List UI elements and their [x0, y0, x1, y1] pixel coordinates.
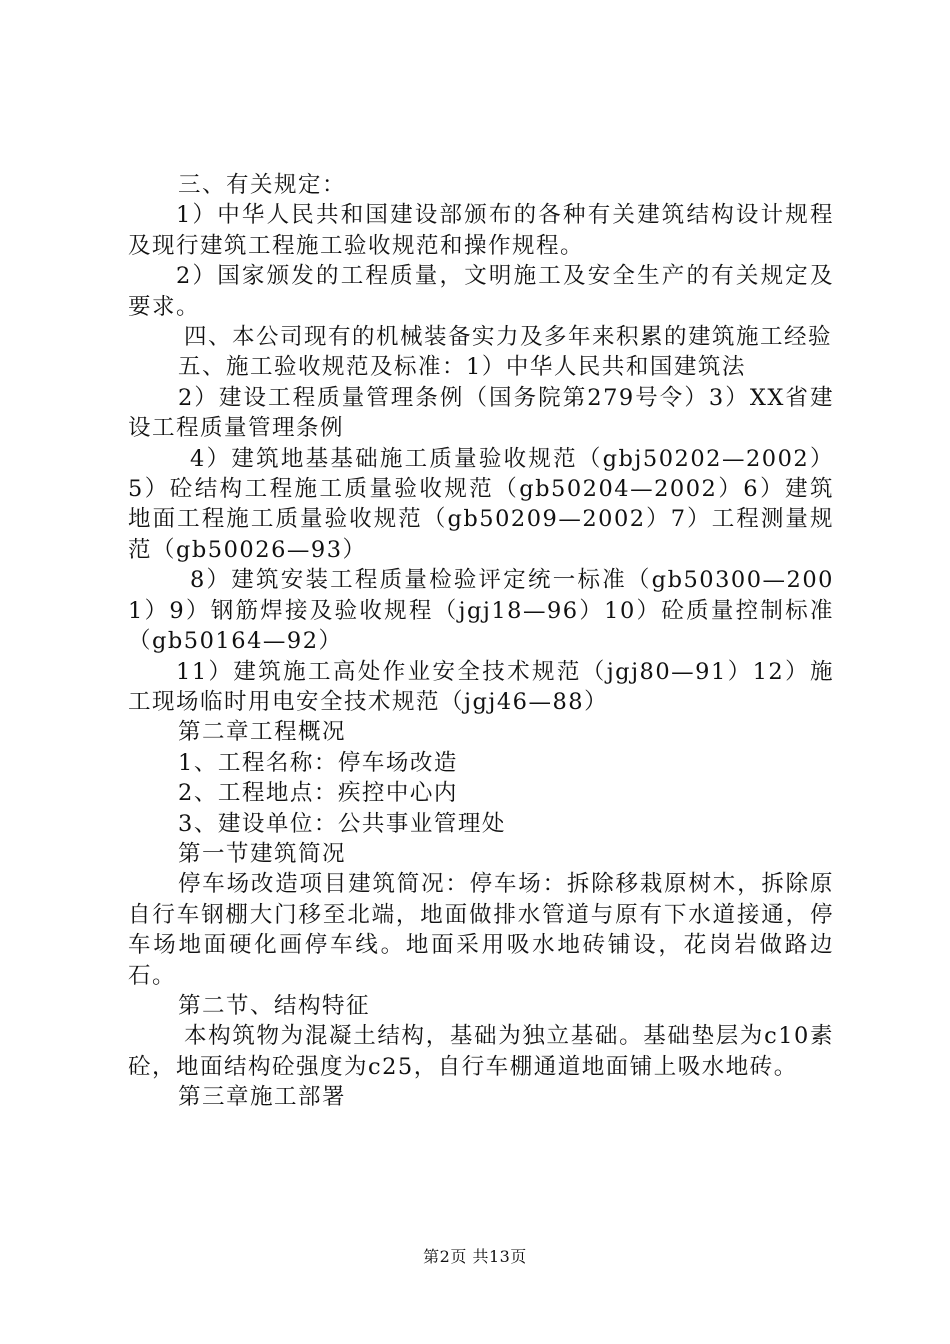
paragraph-standards-11-12: 11）建筑施工高处作业安全技术规范（jgj80—91）12）施工现场临时用电安全技术规范（jgj46—88） — [128, 658, 834, 715]
paragraph-structure: 本构筑物为混凝土结构，基础为独立基础。基础垫层为c10素砼，地面结构砼强度为c25，自行车棚通道地面铺上吸水地砖。 — [128, 1023, 834, 1080]
paragraph-regulation-2: 2）国家颁发的工程质量，文明施工及安全生产的有关规定及要求。 — [128, 263, 834, 320]
list-item-project-name: 1、工程名称：停车场改造 — [178, 749, 458, 776]
chapter-heading-project-overview: 第二章工程概况 — [178, 719, 347, 746]
paragraph-standards-8-10: 8）建筑安装工程质量检验评定统一标准（gb50300—2001）9）钢筋焊接及验收规程（jgj18—96）10）砼质量控制标准（gb50164—92） — [128, 567, 834, 655]
section-heading-company-experience: 四、本公司现有的机械装备实力及多年来积累的建筑施工经验 — [184, 324, 833, 351]
paragraph-standards-2-3: 2）建设工程质量管理条例（国务院第279号令）3）XX省建设工程质量管理条例 — [128, 384, 834, 442]
page-number-footer: 第2页 共13页 — [423, 1247, 527, 1266]
section-heading-structure: 第二节、结构特征 — [178, 992, 371, 1019]
section-heading-building-overview: 第一节建筑简况 — [178, 840, 347, 867]
document-body — [128, 170, 834, 1113]
paragraph-regulation-1: 1）中华人民共和国建设部颁布的各种有关建筑结构设计规程及现行建筑工程施工验收规范和操作规程。 — [128, 202, 834, 259]
list-item-project-location: 2、工程地点：疾控中心内 — [178, 780, 458, 807]
list-item-construction-unit: 3、建设单位：公共事业管理处 — [178, 810, 506, 837]
paragraph-standards-4-7: 4）建筑地基基础施工质量验收规范（gbj50202—2002）5）砼结构工程施工质量验收规范（gb50204—2002）6）建筑地面工程施工质量验收规范（gb50209—2002）7）工程测量规范（gb50026—93） — [128, 445, 834, 563]
paragraph-building-overview: 停车场改造项目建筑简况：停车场：拆除移栽原树木，拆除原自行车钢棚大门移至北端，地面做排水管道与原有下水道接通，停车场地面硬化画停车线。地面采用吸水地砖铺设，花岗岩做路边石。 — [128, 871, 834, 989]
section-heading-standards: 五、施工验收规范及标准：1）中华人民共和国建筑法 — [178, 354, 746, 381]
chapter-heading-construction-plan: 第三章施工部署 — [178, 1084, 347, 1111]
section-heading-regulations: 三、有关规定： — [178, 172, 347, 198]
